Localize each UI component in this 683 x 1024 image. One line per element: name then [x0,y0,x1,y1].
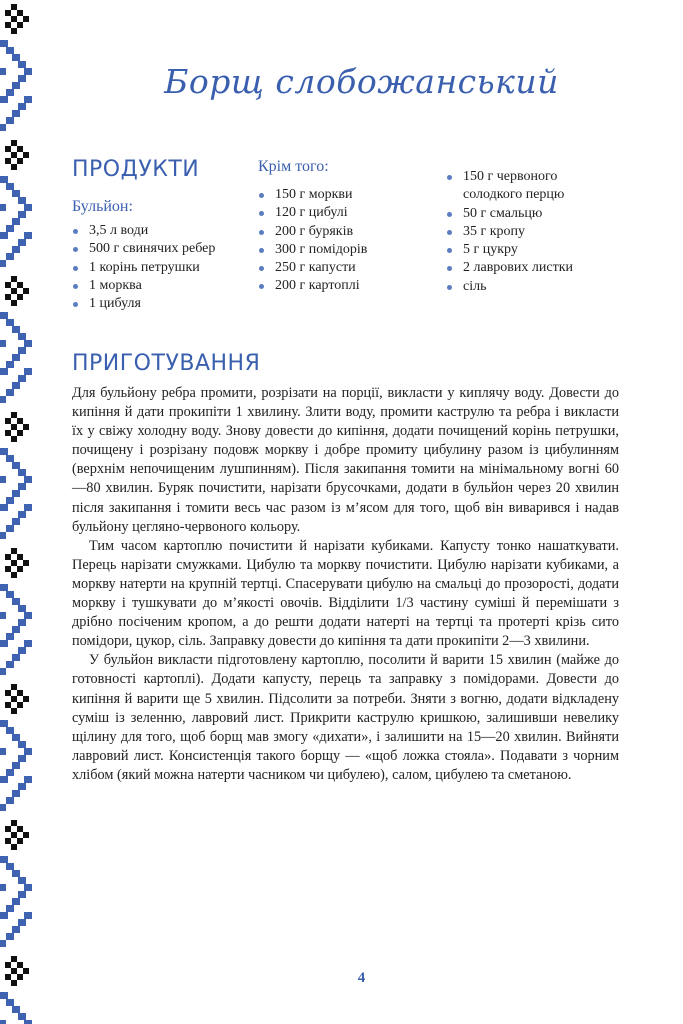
list-item: сіль [446,278,606,296]
list-item: 5 г цукру [446,241,606,259]
preparation-heading: ПРИГОТУВАННЯ [72,351,261,376]
broth-label: Бульйон: [72,198,133,215]
paragraph: Тим часом картоплю почистити й нарізати кубиками. Капусту тонко нашаткувати. Перець нарізати смужками. Цибулю та моркву почистити. Цибулю нарізати кубиками, а моркву натерти на крупній тертці. Спасерувати цибулю на смальці до прозорості, додати моркву і тушкувати до м’якості овочів. Відділити 1/3 частину суміші й перемішати з дрібно посіченим кропом, а до решти додати натерті на тертці та протерті крізь сито помідори, цукор, сіль. Заправку довести до кипіння та дати прокипіти 2—3 хвилини. [72,537,619,650]
embroidery-pattern [0,0,38,1024]
besides-ingredients-list [258,186,433,296]
preparation-text [72,384,619,785]
paragraph: Для бульйону ребра промити, розрізати на порції, викласти у киплячу воду. Довести до кипіння й дати прокипіти 1 хвилину. Злити воду, промити каструлю та ребра і викласти їх у свіжу холодну воду. Знову довести до кипіння, додати почищений корінь петрушки, почищену і розрізану подовж моркву і добре промиту цибулину разом із цибулинням (верхнім непочищеним лушпинням). Після закипання томити на мінімальному вогні 60—80 хвилин. Буряк почистити, нарізати брусочками, додати в бульйон через 20 хвилин після закипання і томити весь час разом із м’ясом для того, щоб він виварився і надав бульйону цегляно-червоного кольору. [72,385,619,535]
page-number: 4 [357,970,366,986]
list-item: 120 г цибулі [258,204,433,222]
list-item: 50 г смальцю [446,205,606,223]
extra-ingredients-list [446,168,606,296]
broth-ingredients-list [72,222,252,313]
list-item: 1 корінь петрушки [72,259,252,277]
besides-label: Крім того: [258,158,329,175]
list-item: 1 цибуля [72,295,252,313]
list-item: 200 г картоплі [258,277,433,295]
list-item: 35 г кропу [446,223,606,241]
list-item: 200 г буряків [258,223,433,241]
list-item: 1 морква [72,277,252,295]
list-item: 150 г червоного солодкого перцю [446,168,606,205]
list-item: 150 г моркви [258,186,433,204]
list-item: 250 г капусти [258,259,433,277]
paragraph: У бульйон викласти підготовлену картоплю, посолити й варити 15 хвилин (майже до готовності картоплі). Додати капусту, перець та заправку з помідорами. Довести до кипіння й варити ще 5 хвилин. Підсолити за потреби. Зняти з вогню, додати відкладену суміш із зеленню, лавровий лист. Прикрити каструлю кришкою, залишивши невелику щілину для того, щоб борщ мав змогу «дихати», і залишити на 15—20 хвилин. Вийняти лавровий лист. Консистенція такого борщу — «щоб ложка стояла». Подавати з чорним хлібом (який можна натерти часником чи цибулею), салом, цибулею та сметаною. [72,652,619,783]
list-item: 3,5 л води [72,222,252,240]
list-item: 300 г помідорів [258,241,433,259]
list-item: 500 г свинячих ребер [72,240,252,258]
list-item: 2 лаврових листки [446,259,606,277]
recipe-title: Борщ слобожанський [164,62,559,101]
ornament-border [0,0,38,1024]
products-heading: ПРОДУКТИ [72,157,200,182]
